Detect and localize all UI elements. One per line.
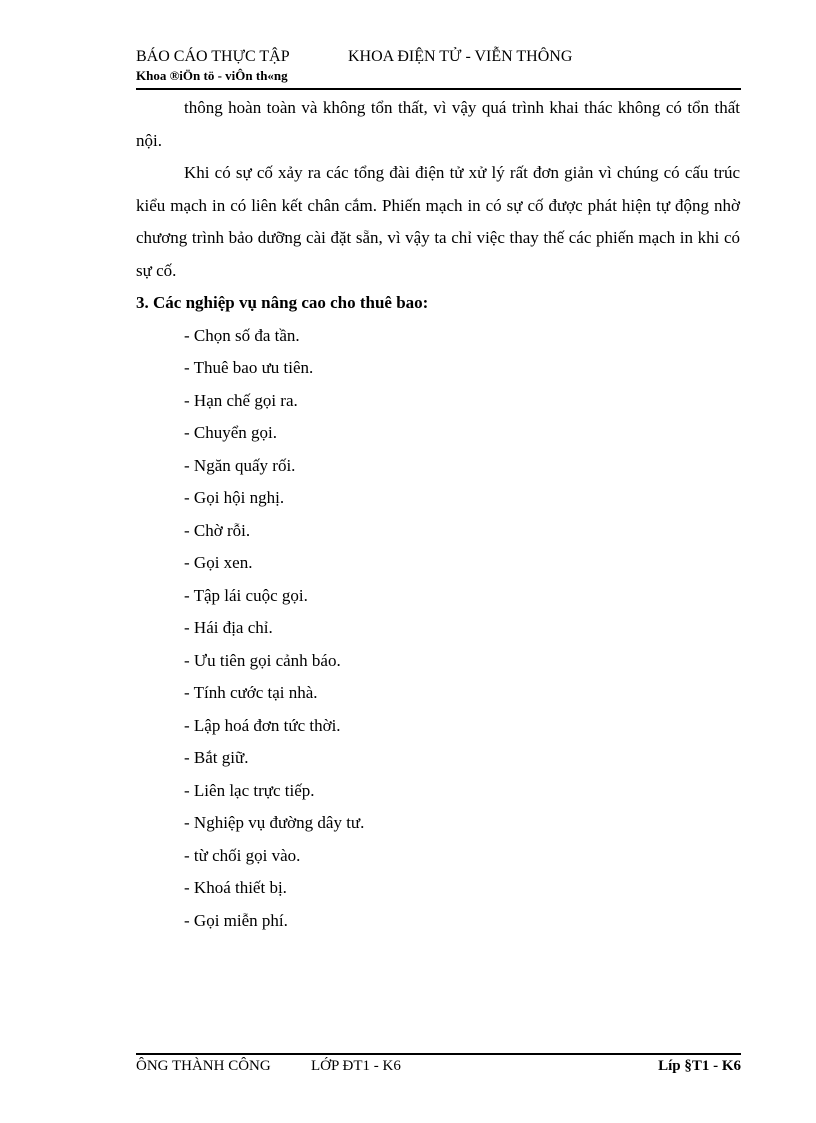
list-item: - Chọn số đa tần. (184, 325, 300, 345)
list-item: - Thuê bao ưu tiên. (184, 358, 314, 377)
list-item: - Nghiệp vụ đường dây tư. (184, 813, 365, 832)
header-divider (136, 88, 741, 90)
page-body (136, 92, 740, 937)
paragraph-2: Khi có sự cố xảy ra các tổng đài điện tử xử lý rất đơn giản vì chúng có cấu trúc kiểu mạch in có liên kết chân cắm. Phiến mạch in có sự cố được phát hiện tự động nhờ chương trình bảo dưỡng cài đặt sẵn, vì vậy ta chỉ việc thay thế các phiến mạch in khi có sự cố. (136, 163, 740, 280)
footer-divider (136, 1053, 741, 1055)
services-list (136, 320, 740, 938)
list-item: - từ chối gọi vào. (184, 845, 301, 865)
list-item: - Gọi xen. (184, 553, 253, 572)
list-item: - Chờ rỗi. (184, 520, 251, 540)
list-item: - Hái địa chỉ. (184, 618, 273, 637)
list-item: - Bắt giữ. (184, 748, 249, 767)
list-item: - Gọi hội nghị. (184, 488, 285, 507)
header-top-row (136, 46, 741, 68)
list-item: - Tập lái cuộc gọi. (184, 585, 308, 605)
list-item: - Chuyển gọi. (184, 423, 278, 442)
report-title: BÁO CÁO THỰC TẬP (136, 48, 290, 65)
list-item: - Gọi miễn phí. (184, 910, 288, 930)
list-item: - Tính cước tại nhà. (184, 683, 318, 702)
paragraph-1: thông hoàn toàn và không tổn thất, vì vậy quá trình khai thác không có tổn thất nội. (136, 98, 740, 150)
department-subtitle: Khoa ®iÖn tö - viÔn th«ng (136, 68, 288, 83)
list-item: - Ưu tiên gọi cảnh báo. (184, 650, 341, 670)
list-item: - Khoá thiết bị. (184, 878, 287, 897)
footer-class: LỚP ĐT1 - K6 (311, 1058, 401, 1074)
page-header (136, 46, 741, 84)
page-footer (136, 1058, 741, 1078)
list-item: - Lập hoá đơn tức thời. (184, 715, 341, 735)
list-item: - Ngăn quấy rối. (184, 455, 296, 475)
list-item: - Hạn chế gọi ra. (184, 390, 298, 410)
footer-class-legacy: Líp §T1 - K6 (658, 1058, 741, 1074)
department-name: KHOA ĐIỆN TỬ - VIỄN THÔNG (348, 48, 573, 65)
footer-author: ÔNG THÀNH CÔNG (136, 1058, 271, 1074)
section-heading: 3. Các nghiệp vụ nâng cao cho thuê bao: (136, 293, 429, 312)
list-item: - Liên lạc trực tiếp. (184, 780, 315, 800)
